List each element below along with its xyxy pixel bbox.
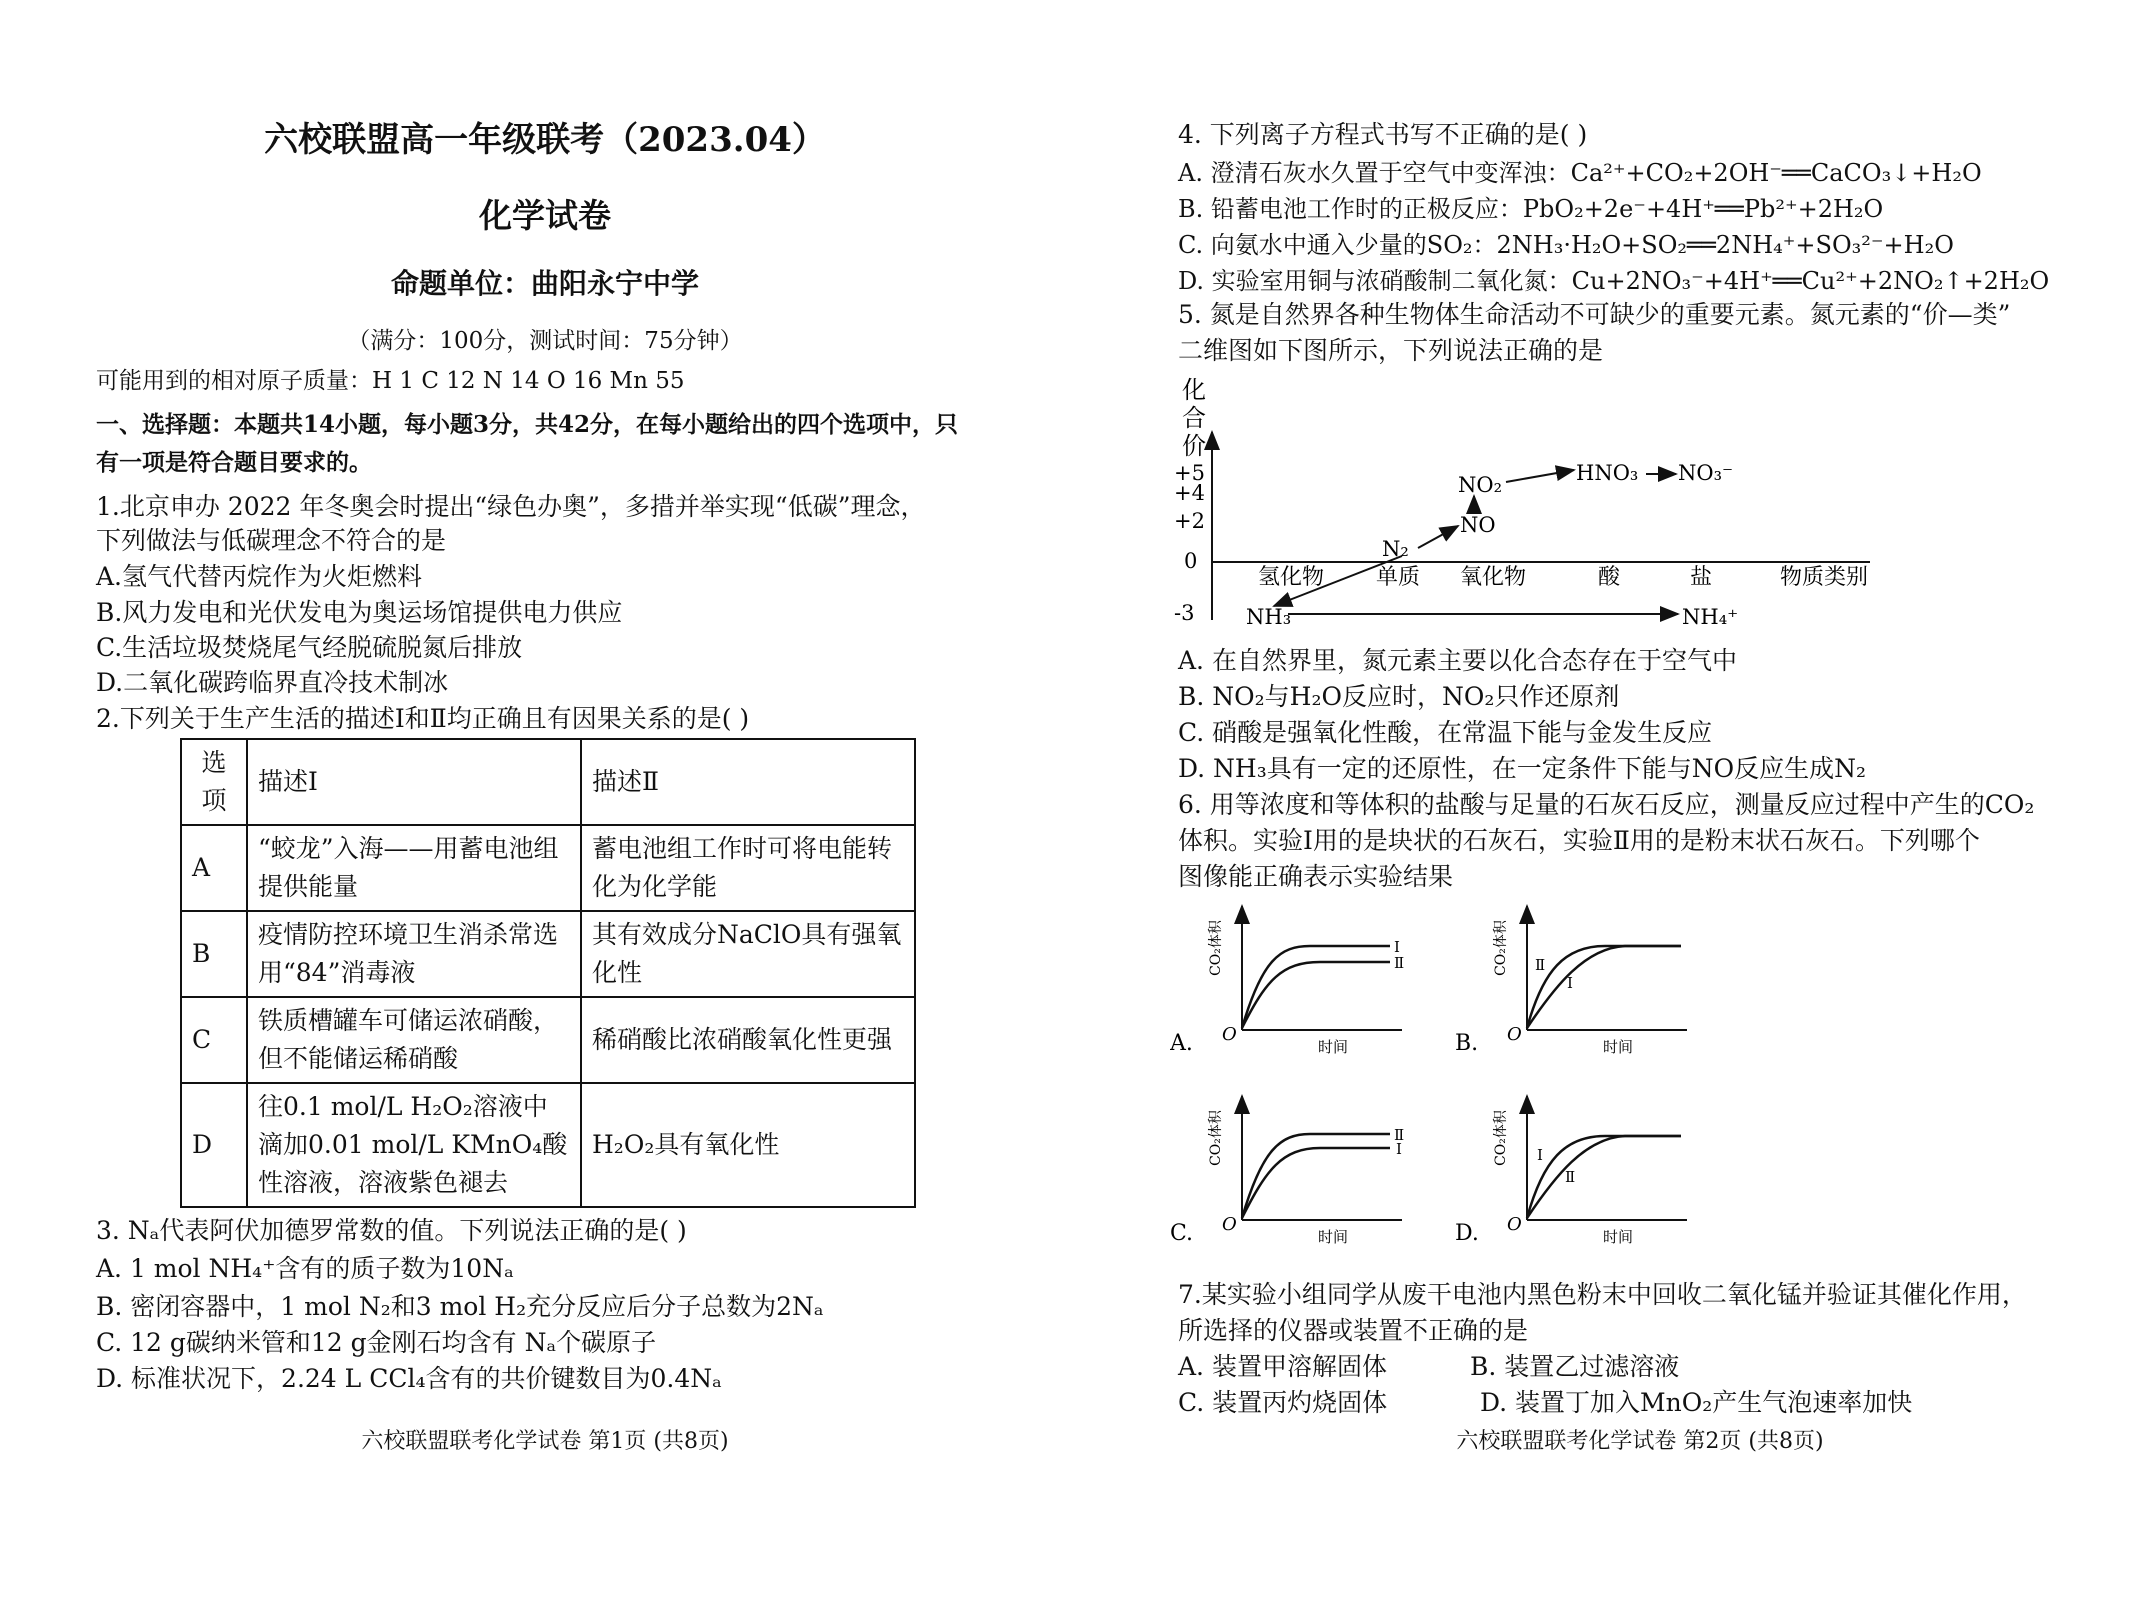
exam-meta: （满分：100分，测试时间：75分钟） [347, 328, 743, 354]
q1-option-c: C.生活垃圾焚烧尾气经脱硫脱氮后排放 [96, 633, 523, 662]
curve-label: Ⅱ [1535, 956, 1546, 974]
right-page [1160, 0, 2120, 1614]
y-axis-label-char: 化 [1182, 376, 1206, 404]
table-header-cell: 描述Ⅱ [581, 739, 915, 825]
curve-i [1242, 946, 1390, 1028]
y-axis-label-char: 合 [1182, 404, 1206, 432]
species-no2: NO₂ [1458, 473, 1503, 497]
q1-stem-line1: 1.北京申办 2022 年冬奥会时提出“绿色办奥”，多措并举实现“低碳”理念， [96, 492, 926, 521]
table-row [181, 1083, 915, 1207]
q1-option-b: B.风力发电和光伏发电为奥运场馆提供电力供应 [96, 598, 623, 627]
exam-author: 命题单位：曲阳永宁中学 [390, 267, 699, 300]
exam-subtitle: 化学试卷 [479, 196, 611, 235]
table-cell: 往0.1 mol/L H₂O₂溶液中滴加0.01 mol/L KMnO₄酸性溶液，溶液紫色褪去 [247, 1083, 581, 1207]
q5-stem-line1: 5. 氮是自然界各种生物体生命活动不可缺少的重要元素。氮元素的“价—类” [1178, 300, 2011, 329]
table-cell: C [181, 997, 247, 1083]
q6-graph-b [1455, 900, 1715, 1070]
q7-option-a: A. 装置甲溶解固体 [1178, 1352, 1387, 1381]
q1-stem-line2: 下列做法与低碳理念不符合的是 [96, 526, 447, 555]
q7-option-d: D. 装置丁加入MnO₂产生气泡速率加快 [1480, 1388, 1913, 1417]
table-cell: 其有效成分NaClO具有强氧化性 [581, 911, 915, 997]
curve-ii [1527, 946, 1681, 1028]
q4-stem: 4. 下列离子方程式书写不正确的是( ) [1178, 120, 1588, 149]
option-label: D. [1455, 1221, 1479, 1246]
q3-option-c: C. 12 g碳纳米管和12 g金刚石均含有 Nₐ个碳原子 [96, 1328, 657, 1357]
table-row [181, 825, 915, 911]
curve-i [1527, 946, 1681, 1028]
section-heading-line1: 一、选择题：本题共14小题，每小题3分，共42分，在每小题给出的四个选项中，只 [96, 411, 959, 438]
q7-stem-line1: 7.某实验小组同学从废干电池内黑色粉末中回收二氧化锰并验证其催化作用， [1178, 1280, 2027, 1309]
q4-option-c: C. 向氨水中通入少量的SO₂：2NH₃·H₂O+SO₂══2NH₄⁺+SO₃²⁻+H₂O [1178, 231, 1954, 259]
q2-table [180, 738, 916, 1208]
y-axis-label: CO₂体积 [1208, 920, 1224, 976]
species-hno3: HNO₃ [1576, 461, 1639, 485]
page-footer: 六校联盟联考化学试卷 第1页 (共8页) [361, 1429, 729, 1454]
exam-title: 六校联盟高一年级联考（2023.04） [264, 120, 826, 160]
q4-option-b: B. 铅蓄电池工作时的正极反应：PbO₂+2e⁻+4H⁺══Pb²⁺+2H₂O [1178, 195, 1884, 223]
table-cell: A [181, 825, 247, 911]
table-cell: 疫情防控环境卫生消杀常选用“84”消毒液 [247, 911, 581, 997]
x-category-label: 物质类别 [1780, 565, 1869, 590]
option-label: C. [1170, 1221, 1194, 1246]
q3-option-a: A. 1 mol NH₄⁺含有的质子数为10Nₐ [96, 1254, 514, 1283]
species-no: NO [1460, 513, 1496, 537]
q5-option-d: D. NH₃具有一定的还原性，在一定条件下能与NO反应生成N₂ [1178, 754, 1867, 783]
q6-graph-c [1170, 1090, 1430, 1260]
q4-option-a: A. 澄清石灰水久置于空气中变浑浊：Ca²⁺+CO₂+2OH⁻══CaCO₃↓+H₂O [1178, 159, 1982, 187]
x-axis-label: 时间 [1603, 1228, 1634, 1246]
q7-option-b: B. 装置乙过滤溶液 [1470, 1352, 1680, 1381]
q5-stem-line2: 二维图如下图所示，下列说法正确的是 [1178, 336, 1604, 365]
species-no3: NO₃⁻ [1678, 461, 1734, 485]
table-cell: 稀硝酸比浓硝酸氧化性更强 [581, 997, 915, 1083]
table-cell: 蓄电池组工作时可将电能转化为化学能 [581, 825, 915, 911]
curve-label: Ⅰ [1396, 1140, 1402, 1158]
q1-option-a: A.氢气代替丙烷作为火炬燃料 [96, 562, 423, 591]
table-cell: 铁质槽罐车可储运浓硝酸，但不能储运稀硝酸 [247, 997, 581, 1083]
table-header-cell: 选项 [181, 739, 247, 825]
q1-option-d: D.二氧化碳跨临界直冷技术制冰 [96, 668, 449, 697]
table-cell: H₂O₂具有氧化性 [581, 1083, 915, 1207]
arrow-n2-no [1418, 526, 1458, 548]
q3-option-d: D. 标准状况下，2.24 L CCl₄含有的共价键数目为0.4Nₐ [96, 1364, 722, 1393]
species-nh4: NH₄⁺ [1682, 605, 1739, 629]
q6-stem-line2: 体积。实验Ⅰ用的是块状的石灰石，实验Ⅱ用的是粉末状石灰石。下列哪个 [1178, 826, 1980, 855]
curve-label: Ⅱ [1565, 1168, 1576, 1186]
table-row [181, 997, 915, 1083]
origin-label: O [1222, 1024, 1237, 1045]
x-category-label: 氢化物 [1258, 565, 1325, 590]
option-label: B. [1455, 1031, 1479, 1056]
q5-option-a: A. 在自然界里，氮元素主要以化合态存在于空气中 [1178, 646, 1737, 675]
curve-label: Ⅰ [1567, 974, 1573, 992]
species-n2: N₂ [1382, 537, 1409, 561]
curve-label: Ⅱ [1394, 1126, 1405, 1144]
curve-ii [1527, 1136, 1681, 1218]
origin-label: O [1507, 1214, 1522, 1235]
y-axis-label: CO₂体积 [1493, 1110, 1509, 1166]
x-category-label: 盐 [1690, 565, 1713, 590]
q6-graph-d [1455, 1090, 1715, 1260]
x-category-label: 氧化物 [1460, 565, 1527, 590]
y-tick-label: +2 [1174, 509, 1205, 533]
curve-label: Ⅰ [1394, 938, 1400, 956]
origin-label: O [1507, 1024, 1522, 1045]
curve-i [1242, 1148, 1390, 1218]
q7-stem-line2: 所选择的仪器或装置不正确的是 [1178, 1316, 1529, 1345]
table-header-cell: 描述Ⅰ [247, 739, 581, 825]
option-label: A. [1170, 1031, 1193, 1056]
origin-label: O [1222, 1214, 1237, 1235]
curve-i [1527, 1136, 1681, 1218]
y-axis-label: CO₂体积 [1208, 1110, 1224, 1166]
y-tick-label: 0 [1184, 549, 1198, 573]
table-cell: B [181, 911, 247, 997]
q3-stem: 3. Nₐ代表阿伏加德罗常数的值。下列说法正确的是( ) [96, 1216, 687, 1245]
table-cell: “蛟龙”入海——用蓄电池组提供能量 [247, 825, 581, 911]
atomic-mass-line: 可能用到的相对原子质量：H 1 C 12 N 14 O 16 Mn 55 [96, 368, 685, 394]
arrow-no2-hno3 [1506, 470, 1574, 482]
nitrogen-valence-diagram [1170, 370, 2070, 640]
q5-option-b: B. NO₂与H₂O反应时，NO₂只作还原剂 [1178, 682, 1620, 711]
page-footer: 六校联盟联考化学试卷 第2页 (共8页) [1456, 1429, 1824, 1454]
q6-stem-line3: 图像能正确表示实验结果 [1178, 862, 1454, 891]
q3-option-b: B. 密闭容器中，1 mol N₂和3 mol H₂充分反应后分子总数为2Nₐ [96, 1292, 824, 1321]
x-category-label: 单质 [1376, 565, 1421, 590]
q4-option-d: D. 实验室用铜与浓硝酸制二氧化氮：Cu+2NO₃⁻+4H⁺══Cu²⁺+2NO₂↑+2H₂O [1178, 267, 2050, 295]
section-heading-line2: 有一项是符合题目要求的。 [96, 449, 372, 476]
q5-option-c: C. 硝酸是强氧化性酸，在常温下能与金发生反应 [1178, 718, 1713, 747]
y-axis-label-char: 价 [1182, 432, 1206, 460]
q6-stem-line1: 6. 用等浓度和等体积的盐酸与足量的石灰石反应，测量反应过程中产生的CO₂ [1178, 790, 2035, 819]
table-header-row [181, 739, 915, 825]
q2-stem: 2.下列关于生产生活的描述Ⅰ和Ⅱ均正确且有因果关系的是( ) [96, 704, 750, 733]
x-axis-label: 时间 [1318, 1038, 1349, 1056]
table-row [181, 911, 915, 997]
y-tick-label: -3 [1174, 601, 1195, 625]
x-axis-label: 时间 [1318, 1228, 1349, 1246]
y-tick-label: +5 [1174, 461, 1205, 485]
y-axis-label: CO₂体积 [1493, 920, 1509, 976]
species-nh3: NH₃ [1246, 605, 1292, 629]
x-axis-label: 时间 [1603, 1038, 1634, 1056]
curve-ii [1242, 1134, 1390, 1218]
q6-graph-a [1170, 900, 1430, 1070]
table-cell: D [181, 1083, 247, 1207]
curve-label: Ⅰ [1537, 1146, 1543, 1164]
x-category-label: 酸 [1598, 565, 1621, 590]
y-tick-label: +4 [1174, 481, 1205, 505]
curve-label: Ⅱ [1394, 954, 1405, 972]
q7-option-c: C. 装置丙灼烧固体 [1178, 1388, 1388, 1417]
